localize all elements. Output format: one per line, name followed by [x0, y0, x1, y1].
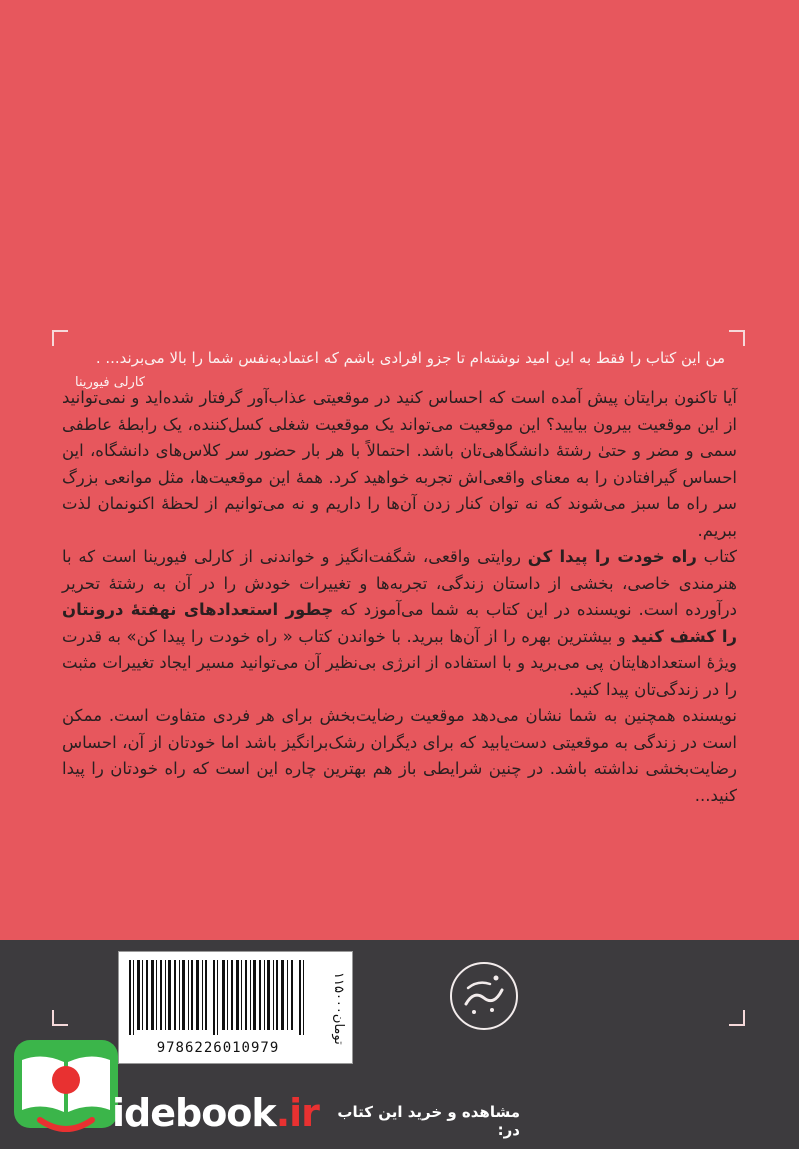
- blurb-p2-c: و بیشترین بهره را از آن‌ها ببرید. با خواندن کتاب « راه خودت را پیدا کن» به قدرت ویژهٔ استعدادهایتان پی می‌برید و با استفاده از انرژی بی‌نظیر آن می‌توانید مسیر ایجاد تغییرات مثبت را در زندگی‌تان پیدا کنید.: [62, 626, 737, 699]
- site-name-suffix: .ir: [275, 1091, 319, 1135]
- author-quote: [75, 346, 725, 390]
- book-reader-icon: [12, 1038, 120, 1138]
- price-label: ۱۱۵۰۰۰تومان: [331, 971, 346, 1045]
- book-title: راه خودت را پیدا کن: [527, 547, 697, 566]
- blurb-p2-a: کتاب: [696, 547, 738, 566]
- quote-text: من این کتاب را فقط به این امید نوشته‌ام تا جزو افرادی باشم که اعتمادبه‌نفس شما را بالا می‌برند... .: [95, 349, 725, 367]
- frame-corner-top-right: [729, 330, 745, 346]
- quote-author: کارلی فیورینا: [75, 375, 145, 390]
- frame-corner-top-left: [52, 330, 68, 346]
- blurb-p2-b: روایتی واقعی، شگفت‌انگیز و خواندنی از کارلی فیورینا است که با هنرمندی خاصی، بخشی از داستان زندگی، تجربه‌ها و تغییرات خودش را در آن به رشتهٔ تحریر درآورده است. نویسنده در این کتاب به شما می‌آموزد که: [62, 547, 737, 619]
- barcode-icon: [127, 960, 307, 1035]
- blurb-highlight: چطور استعدادهای نهفتهٔ درونتان را کشف کنید: [62, 600, 737, 646]
- frame-corner-bottom-left: [52, 1010, 68, 1026]
- site-name[interactable]: [112, 1091, 319, 1135]
- frame-corner-bottom-right: [729, 1010, 745, 1026]
- blurb-paragraph-2: [62, 544, 737, 703]
- blurb-text: [62, 385, 737, 809]
- barcode-box: [118, 951, 353, 1064]
- site-label: مشاهده و خرید این کتاب در:: [337, 1103, 520, 1139]
- blurb-paragraph-1: آیا تاکنون برایتان پیش آمده است که احساس کنید در موقعیتی عذاب‌آور گرفتار شده‌اید و نمی‌توانید از این موقعیت بیرون بیایید؟ این موقعیت می‌تواند یک موقعیت شغلی کسل‌کننده، یک رابطهٔ عاطفی سمی و مضر و حتیٰ رشتهٔ دانشگاهی‌تان باشد. احتمالاً با هر بار حضور سر کلاس‌های دانشگاه، این احساس گیرافتادن را به معنای واقعی‌اش تجربه خواهید کرد. همهٔ این موقعیت‌ها، مثل موانعی بزرگ سر راه ما سبز می‌شوند که نه توان کنار زدن آن‌ها را داریم و نه می‌توانیم از لحظهٔ اکنونمان لذت ببریم.: [62, 388, 737, 540]
- site-name-prefix: idebook: [112, 1091, 276, 1135]
- isbn-number: 9786226010979: [156, 1040, 280, 1056]
- publisher-logo: [448, 960, 520, 1032]
- blurb-paragraph-3: نویسنده همچنین به شما نشان می‌دهد موقعیت رضایت‌بخش برای هر فردی متفاوت است. ممکن است در زندگی به موقعیتی دست‌یابید که برای دیگران رشک‌برانگیز باشد اما خودتان از آن، احساس رضایت‌بخشی نداشته باشد. در چنین شرایطی باز هم بهترین چاره این است که راه خودتان را پیدا کنید...: [62, 706, 737, 805]
